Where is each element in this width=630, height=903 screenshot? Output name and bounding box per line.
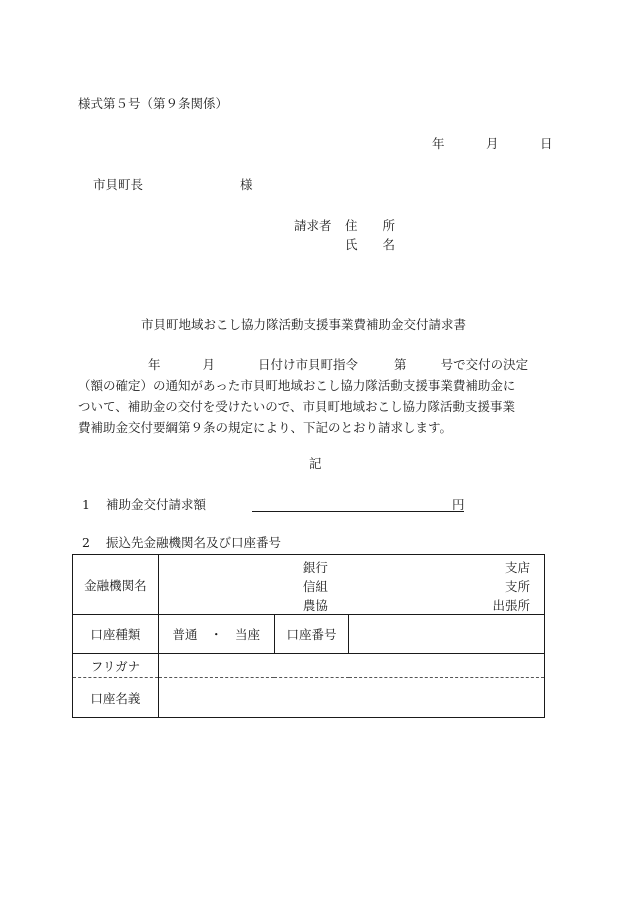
body-go-text: 号で交付の決定: [440, 357, 529, 372]
body-line-1: [78, 354, 556, 375]
furigana-label: フリガナ: [73, 654, 159, 678]
date-year: 年: [432, 136, 445, 151]
bank-type-option: 農協: [302, 598, 328, 613]
form-number: 様式第５号（第９条関係）: [78, 96, 229, 111]
account-holder-field[interactable]: [158, 678, 544, 718]
account-type-label: 口座種類: [73, 615, 159, 654]
branch-type-option: 支所: [504, 579, 530, 594]
account-type-options[interactable]: 普通 ・ 当座: [158, 615, 274, 654]
item1-number: 1: [82, 497, 90, 512]
body-dai: 第: [394, 357, 407, 372]
date-month: 月: [486, 136, 499, 151]
body-paragraph: [78, 354, 556, 438]
bank-type-option: 銀行: [302, 560, 328, 575]
amount-field[interactable]: [252, 511, 464, 512]
ki-heading: 記: [309, 456, 322, 471]
item2-label: 振込先金融機関名及び口座番号: [106, 535, 282, 550]
body-line-3: ついて、補助金の交付を受けたいので、市貝町地域おこし協力隊活動支援事業: [78, 399, 516, 414]
claimant-role: 請求者: [294, 218, 332, 233]
branch-type-list: [492, 558, 530, 615]
body-year: 年: [148, 357, 161, 372]
addressee-honorific: 様: [240, 177, 253, 192]
body-line-4: 費補助金交付要綱第９条の規定により、下記のとおり請求します。: [78, 420, 453, 435]
item1-label: 補助金交付請求額: [106, 497, 207, 512]
item1-unit: 円: [452, 497, 465, 512]
account-number-label: 口座番号: [274, 615, 349, 654]
addressee-name: 市貝町長: [93, 177, 144, 192]
body-month: 月: [202, 357, 216, 372]
document-title: 市貝町地域おこし協力隊活動支援事業費補助金交付請求書: [141, 317, 467, 332]
bank-type-option: 信組: [302, 579, 328, 594]
body-dated: 日付け市貝町指令: [258, 357, 359, 372]
institution-label: 金融機関名: [73, 555, 159, 615]
body-line-2: （額の確定）の通知があった市貝町地域おこし協力隊活動支援事業費補助金に: [78, 378, 516, 393]
furigana-field[interactable]: [158, 654, 544, 678]
account-number-field[interactable]: [349, 615, 545, 654]
claimant-name-label: 氏 名: [345, 237, 396, 252]
bank-account-table: [72, 554, 545, 718]
bank-type-list: [303, 558, 328, 615]
account-holder-label: 口座名義: [73, 678, 159, 718]
branch-type-option: 出張所: [492, 598, 530, 613]
item2-number: 2: [82, 535, 90, 550]
branch-type-option: 支店: [504, 560, 530, 575]
claimant-address-label: 住 所: [345, 218, 396, 233]
date-day: 日: [540, 136, 553, 151]
institution-field[interactable]: [158, 555, 544, 615]
